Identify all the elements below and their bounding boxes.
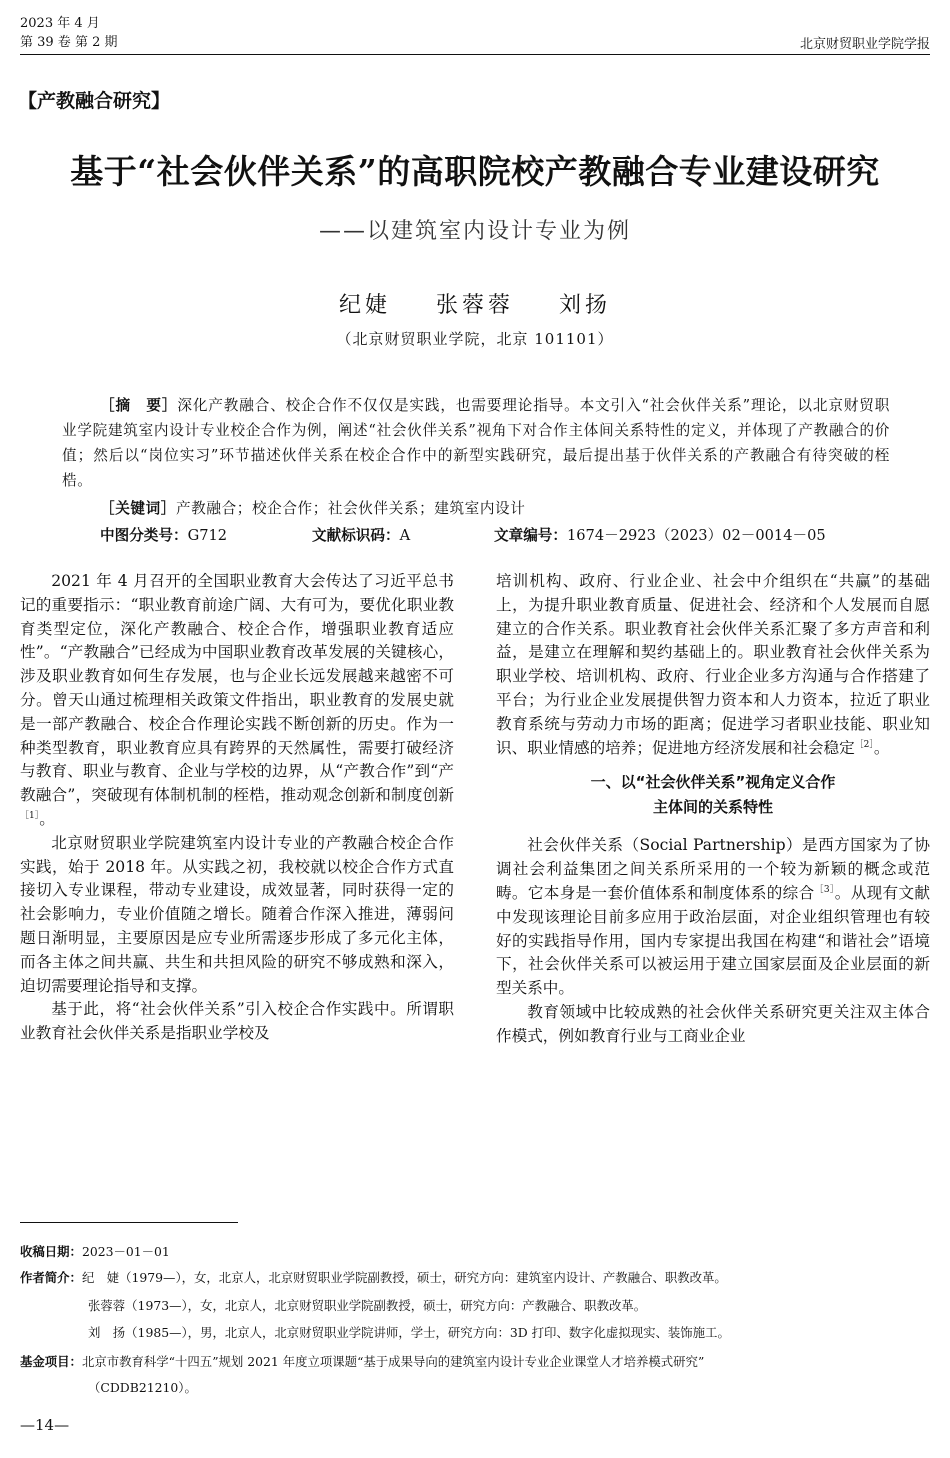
- section-tag: 【产教融合研究】: [18, 90, 171, 112]
- page-number: —14—: [20, 1416, 70, 1434]
- abstract-label: ［摘 要］: [100, 397, 178, 414]
- body-paragraph: 社会伙伴关系（Social Partnership）是西方国家为了协调社会利益集团之间关系所采用的一个较为新颖的概念或范畴。它本身是一套价值体系和制度体系的综合$^{[3]}$。从现有文献中发现该理论目前多应用于政治层面，对企业组织管理也有较好的实践指导作用，国内专家提出我国在构建“和谐社会”语境下，社会伙伴关系可以被运用于建立国家层面及企业层面的新型关系中。: [496, 836, 930, 998]
- keywords-label: ［关键词］: [100, 500, 176, 517]
- body-paragraph: 2021 年 4 月召开的全国职业教育大会传达了习近平总书记的重要指示：“职业教育前途广阔、大有可为，要优化职业教育类型定位，深化产教融合、校企合作，增强职业教育适应性”。“产教融合”已经成为中国职业教育改革发展的关键核心，涉及职业教育如何生存发展，也与企业长远发展越来越密不可分。曾天山通过梳理相关政策文件指出，职业教育的发展史就是一部产教融合、校企合作理论实践不断创新的历史。作为一种类型教育，职业教育应具有跨界的天然属性，需要打破经济与教育、职业与教育、企业与学校的边界，从“产教合作”到“产教融合”，突破现有体制机制的桎梏，推动观念创新和制度创新$^{[1]}$。: [20, 572, 454, 828]
- header-volume: 第 39 卷 第 2 期: [20, 35, 118, 50]
- footnote-fund-code: （CDDB21210）。: [88, 1380, 197, 1395]
- body-paragraph: 基于此，将“社会伙伴关系”引入校企合作实践中。所谓职业教育社会伙伴关系是指职业学校及: [20, 1000, 454, 1043]
- classification-codes: [100, 524, 900, 545]
- footnote-rule: [20, 1222, 238, 1223]
- keywords: [100, 497, 525, 518]
- doc-code-value: A: [399, 527, 411, 544]
- clc-value: G712: [187, 527, 228, 544]
- article-number-label: 文章编号：: [494, 527, 567, 544]
- abstract-text: 深化产教融合、校企合作不仅仅是实践，也需要理论指导。本文引入“社会伙伴关系”理论，以北京财贸职业学院建筑室内设计专业校企合作为例，阐述“社会伙伴关系”视角下对合作主体间关系特性的定义，并体现了产教融合的价值；然后以“岗位实习”环节描述伙伴关系在校企合作中的新型实践研究，最后提出基于伙伴关系的产教融合有待突破的桎梏。: [62, 397, 890, 489]
- article-number-value: 1674－2923（2023）02－0014－05: [566, 527, 826, 544]
- footnote-author-bio: 张蓉蓉（1973—），女，北京人，北京财贸职业学院副教授，硕士，研究方向：产教融合、职教改革。: [88, 1298, 647, 1313]
- footnote-author-bio: 作者简介：纪 婕（1979—），女，北京人，北京财贸职业学院副教授，硕士，研究方向：建筑室内设计、产教融合、职教改革。: [20, 1270, 727, 1285]
- paper-title: 基于“社会伙伴关系”的高职院校产教融合专业建设研究: [70, 152, 880, 191]
- header-issue: [20, 14, 117, 52]
- header-rule: [20, 54, 930, 55]
- doc-code-label: 文献标识码：: [312, 527, 400, 544]
- footnote-fund: 基金项目：北京市教育科学“十四五”规划 2021 年度立项课题“基于成果导向的建筑室内设计专业企业课堂人才培养模式研究”: [20, 1354, 705, 1369]
- citation-ref: ［2］: [854, 739, 874, 750]
- authors: 纪婕 张蓉蓉 刘扬: [339, 293, 611, 318]
- body-paragraph: 教育领域中比较成熟的社会伙伴关系研究更关注双主体合作模式，例如教育行业与工商业企业: [496, 1002, 930, 1045]
- body-right-column: [496, 570, 930, 1049]
- keywords-text: 产教融合；校企合作；社会伙伴关系；建筑室内设计: [175, 500, 526, 517]
- footnote-author-bio: 刘 扬（1985—），男，北京人，北京财贸职业学院讲师，学士，研究方向：3D 打印、数字化虚拟现实、装饰施工。: [88, 1325, 730, 1340]
- header-date: 2023 年 4 月: [20, 16, 100, 31]
- section-heading: 一、以“社会伙伴关系”视角定义合作 主体间的关系特性: [590, 773, 836, 817]
- body-paragraph: 培训机构、政府、行业企业、社会中介组织在“共赢”的基础上，为提升职业教育质量、促进社会、经济和个人发展而自愿建立的合作关系。职业教育社会伙伴关系汇聚了多方声音和利益，是建立在理解和契约基础上的。职业教育社会伙伴关系为职业学校、培训机构、政府、行业企业多方沟通与合作搭建了平台；为行业企业发展提供智力资本和人力资本，拉近了职业教育系统与劳动力市场的距离；促进学习者职业技能、职业知识、职业情感的培养；促进地方经济发展和社会稳定$^{[2]}$。: [496, 572, 930, 757]
- body-paragraph: 北京财贸职业学院建筑室内设计专业的产教融合校企合作实践，始于 2018 年。从实践之初，我校就以校企合作方式直接切入专业课程，带动专业建设，成效显著，同时获得一定的社会影响力，专业价值随之增长。随着合作深入推进，薄弱问题日渐明显，主要原因是应专业所需逐步形成了多元化主体，而各主体之间共赢、共生和共担风险的研究不够成熟和深入，迫切需要理论指导和支撑。: [20, 833, 454, 995]
- affiliation: （北京财贸职业学院，北京 101101）: [336, 330, 614, 348]
- citation-ref: ［1］: [20, 810, 40, 821]
- clc-label: 中图分类号：: [100, 527, 188, 544]
- header-journal: 北京财贸职业学院学报: [799, 37, 930, 52]
- citation-ref: ［3］: [814, 884, 835, 895]
- paper-subtitle: ——以建筑室内设计专业为例: [318, 219, 631, 244]
- abstract: [62, 393, 890, 493]
- footnote-received: 收稿日期：2023－01－01: [20, 1244, 170, 1259]
- body-left-column: [20, 570, 454, 1046]
